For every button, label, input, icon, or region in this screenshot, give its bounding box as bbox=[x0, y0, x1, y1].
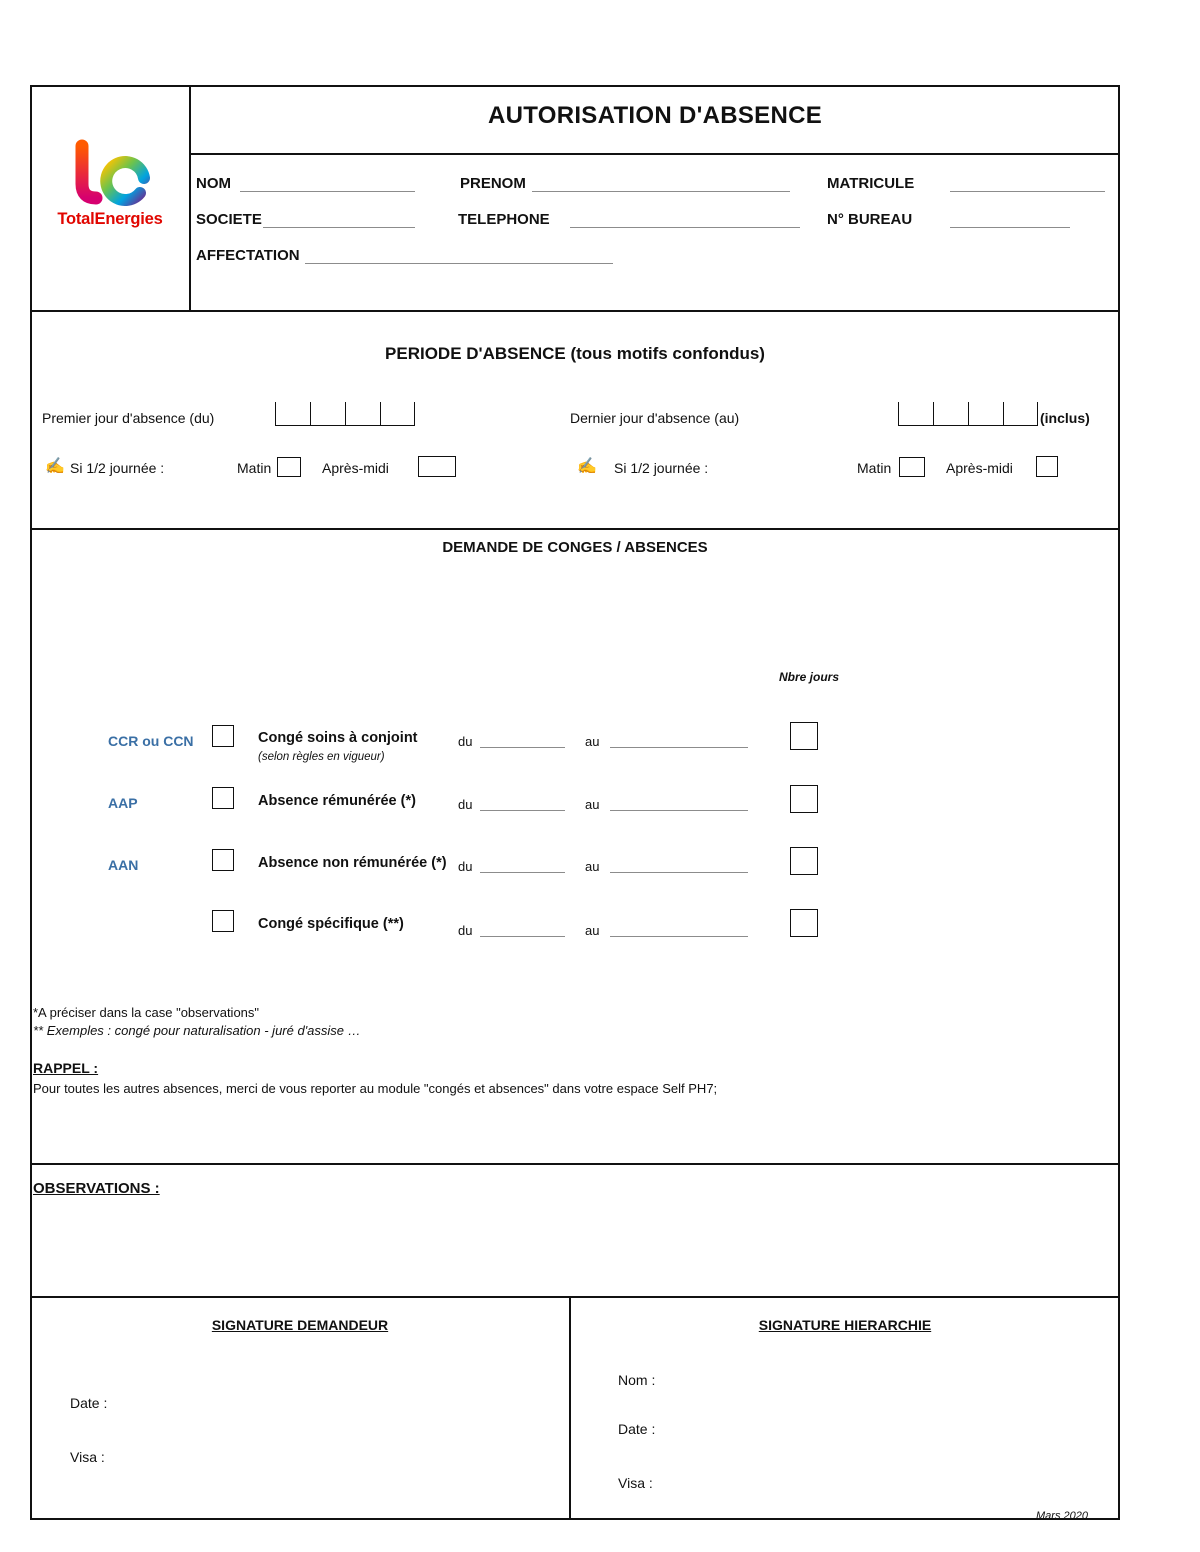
half-day-label-left: Si 1/2 journée : bbox=[70, 460, 165, 476]
matin-label-right: Matin bbox=[857, 460, 892, 476]
nom-label: NOM bbox=[196, 175, 231, 192]
affectation-label: AFFECTATION bbox=[196, 247, 300, 264]
apres-midi-label-right: Après-midi bbox=[946, 460, 1013, 476]
nbre-jours-header: Nbre jours bbox=[778, 670, 839, 684]
row-code: AAN bbox=[108, 857, 139, 873]
matin-label-left: Matin bbox=[237, 460, 272, 476]
demande-section-divider bbox=[30, 1163, 1120, 1165]
row-label: Congé spécifique (**) bbox=[258, 916, 404, 932]
societe-label: SOCIETE bbox=[196, 211, 262, 228]
nbre-jours-box[interactable] bbox=[790, 722, 818, 750]
signature-hierarchie-title: SIGNATURE HIERARCHIE bbox=[758, 1317, 932, 1333]
apres-midi-checkbox-right[interactable] bbox=[1036, 456, 1058, 477]
du-label: du bbox=[458, 859, 473, 874]
du-input[interactable] bbox=[480, 857, 565, 873]
demande-title: DEMANDE DE CONGES / ABSENCES bbox=[442, 539, 708, 556]
date-debut-field[interactable] bbox=[275, 402, 415, 426]
date-cell[interactable] bbox=[310, 402, 345, 426]
periode-section-divider bbox=[30, 528, 1120, 530]
observations-section-divider bbox=[30, 1296, 1120, 1298]
writing-hand-icon: ✍ bbox=[45, 458, 65, 475]
row-label: Absence rémunérée (*) bbox=[258, 793, 416, 809]
header-section-divider bbox=[30, 310, 1120, 312]
date-cell[interactable] bbox=[898, 402, 933, 426]
nom-input[interactable] bbox=[240, 176, 415, 192]
date-cell[interactable] bbox=[275, 402, 310, 426]
au-input[interactable] bbox=[610, 921, 748, 937]
nbre-jours-box[interactable] bbox=[790, 785, 818, 813]
form-title: AUTORISATION D'ABSENCE bbox=[487, 102, 823, 129]
du-label: du bbox=[458, 734, 473, 749]
au-label: au bbox=[585, 734, 600, 749]
date-cell[interactable] bbox=[380, 402, 415, 426]
au-label: au bbox=[585, 797, 600, 812]
aan-checkbox[interactable] bbox=[212, 849, 234, 871]
bureau-input[interactable] bbox=[950, 212, 1070, 228]
nbre-jours-box[interactable] bbox=[790, 847, 818, 875]
form-outer-border bbox=[30, 85, 1120, 1520]
date-cell[interactable] bbox=[968, 402, 1003, 426]
telephone-input[interactable] bbox=[570, 212, 800, 228]
demandeur-date-label: Date : bbox=[70, 1395, 108, 1411]
matricule-input[interactable] bbox=[950, 176, 1105, 192]
matin-checkbox-left[interactable] bbox=[277, 457, 301, 477]
affectation-input[interactable] bbox=[305, 248, 613, 264]
note-asterisk: *A préciser dans la case "observations" bbox=[33, 1005, 260, 1020]
row-label: Congé soins à conjoint bbox=[258, 730, 418, 746]
hierarchie-date-label: Date : bbox=[618, 1421, 656, 1437]
observations-title: OBSERVATIONS : bbox=[33, 1180, 160, 1197]
au-label: au bbox=[585, 923, 600, 938]
au-label: au bbox=[585, 859, 600, 874]
date-fin-field[interactable] bbox=[898, 402, 1038, 426]
note-double-asterisk: ** Exemples : congé pour naturalisation - juré d'assise … bbox=[33, 1023, 361, 1038]
societe-input[interactable] bbox=[263, 212, 415, 228]
ccr-checkbox[interactable] bbox=[212, 725, 234, 747]
rappel-title: RAPPEL : bbox=[33, 1060, 99, 1076]
demandeur-visa-label: Visa : bbox=[70, 1449, 105, 1465]
apres-midi-label-left: Après-midi bbox=[322, 460, 389, 476]
periode-title: PERIODE D'ABSENCE (tous motifs confondus) bbox=[385, 344, 765, 363]
nbre-jours-box[interactable] bbox=[790, 909, 818, 937]
hierarchie-nom-label: Nom : bbox=[618, 1372, 656, 1388]
observations-input-area[interactable] bbox=[33, 1205, 1113, 1290]
dernier-jour-label: Dernier jour d'absence (au) bbox=[570, 410, 740, 426]
telephone-label: TELEPHONE bbox=[458, 211, 550, 228]
au-input[interactable] bbox=[610, 732, 748, 748]
du-input[interactable] bbox=[480, 732, 565, 748]
signature-demandeur-title: SIGNATURE DEMANDEUR bbox=[211, 1317, 389, 1333]
conge-specifique-checkbox[interactable] bbox=[212, 910, 234, 932]
row-label: Absence non rémunérée (*) bbox=[258, 855, 447, 871]
totalenergies-logo-mark bbox=[48, 138, 168, 208]
date-cell[interactable] bbox=[345, 402, 380, 426]
matin-checkbox-right[interactable] bbox=[899, 457, 925, 477]
writing-hand-icon: ✍ bbox=[577, 458, 597, 475]
prenom-input[interactable] bbox=[532, 176, 790, 192]
matricule-label: MATRICULE bbox=[827, 175, 915, 192]
row-code: CCR ou CCN bbox=[108, 733, 194, 749]
du-label: du bbox=[458, 923, 473, 938]
half-day-label-right: Si 1/2 journée : bbox=[614, 460, 709, 476]
title-divider bbox=[190, 153, 1120, 155]
date-cell[interactable] bbox=[933, 402, 968, 426]
bureau-label: N° BUREAU bbox=[827, 211, 913, 228]
footer-version-note: Mars 2020 bbox=[1036, 1510, 1088, 1522]
rappel-text: Pour toutes les autres absences, merci de vous reporter au module "congés et absences" dans votre espace Self PH7; bbox=[33, 1081, 718, 1096]
totalenergies-wordmark: TotalEnergies bbox=[57, 210, 163, 228]
du-input[interactable] bbox=[480, 921, 565, 937]
prenom-label: PRENOM bbox=[460, 175, 526, 192]
date-cell[interactable] bbox=[1003, 402, 1038, 426]
inclus-label: (inclus) bbox=[1040, 410, 1090, 426]
du-label: du bbox=[458, 797, 473, 812]
hierarchie-visa-label: Visa : bbox=[618, 1475, 653, 1491]
premier-jour-label: Premier jour d'absence (du) bbox=[42, 410, 215, 426]
au-input[interactable] bbox=[610, 795, 748, 811]
du-input[interactable] bbox=[480, 795, 565, 811]
apres-midi-checkbox-left[interactable] bbox=[418, 456, 456, 477]
row-code: AAP bbox=[108, 795, 138, 811]
aap-checkbox[interactable] bbox=[212, 787, 234, 809]
row-sublabel: (selon règles en vigueur) bbox=[258, 751, 385, 763]
au-input[interactable] bbox=[610, 857, 748, 873]
